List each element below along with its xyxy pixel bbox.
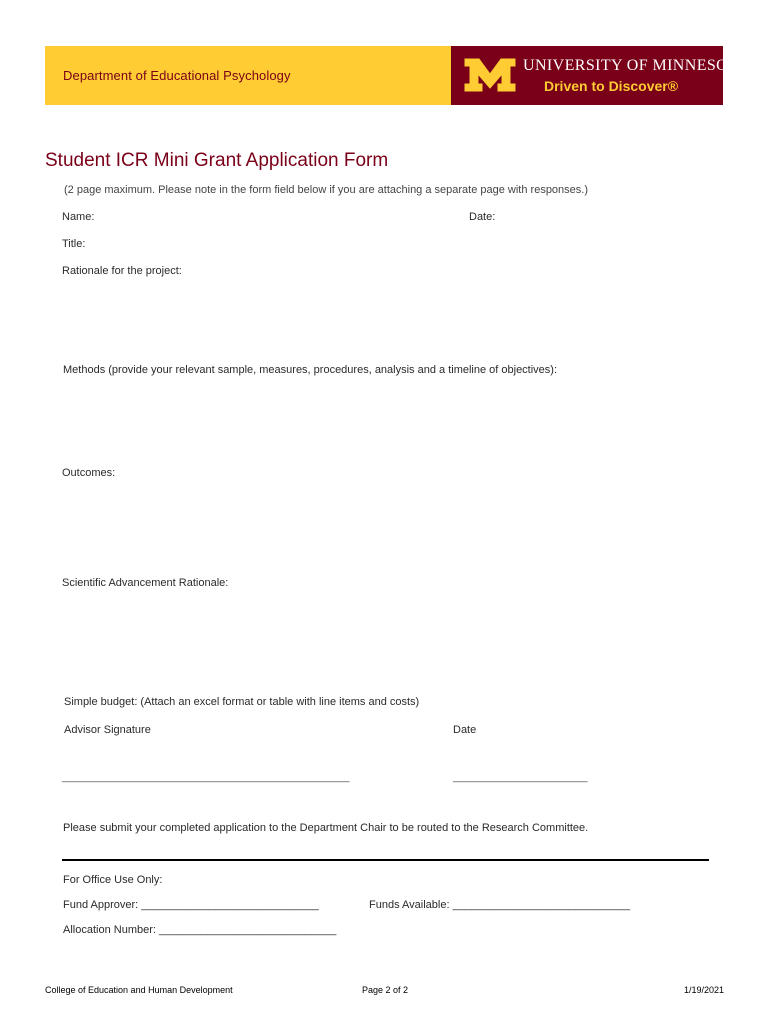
university-banner <box>451 46 749 105</box>
budget-label: Simple budget: (Attach an excel format or table with line items and costs) <box>64 696 420 708</box>
scientific-advancement-label: Scientific Advancement Rationale: <box>62 577 229 589</box>
footer-page-number: Page 2 of 2 <box>362 985 409 995</box>
signature-date-line: ______________________ <box>453 771 588 783</box>
fund-approver-field: Fund Approver: _____________________________ <box>63 899 319 911</box>
university-m-logo-icon <box>463 57 517 93</box>
office-use-heading: For Office Use Only: <box>63 874 163 886</box>
university-tagline: Driven to Discover® <box>544 78 679 94</box>
footer-date: 1/19/2021 <box>683 985 724 995</box>
allocation-number-field: Allocation Number: _____________________________ <box>63 924 337 936</box>
signature-date-label: Date <box>453 724 477 736</box>
department-name: Department of Educational Psychology <box>63 68 291 83</box>
department-banner <box>45 46 451 105</box>
footer-college: College of Education and Human Development <box>45 985 233 995</box>
advisor-signature-line: _______________________________________________ <box>62 771 350 783</box>
date-label: Date: <box>469 211 496 223</box>
title-label: Title: <box>62 238 86 250</box>
funds-available-field: Funds Available: _____________________________ <box>369 899 630 911</box>
submission-instructions: Please submit your completed application to the Department Chair to be routed to the Research Committee. <box>63 822 589 834</box>
methods-label: Methods (provide your relevant sample, measures, procedures, analysis and a timeline of objectives): <box>63 364 558 376</box>
university-name: UNIVERSITY OF MINNESOTA <box>523 57 749 74</box>
form-title: Student ICR Mini Grant Application Form <box>45 150 389 171</box>
rationale-label: Rationale for the project: <box>62 265 182 277</box>
name-label: Name: <box>62 211 95 223</box>
page-limit-note: (2 page maximum. Please note in the form field below if you are attaching a separate page with responses.) <box>64 184 589 196</box>
letterhead <box>45 46 749 105</box>
office-divider <box>62 859 709 861</box>
advisor-signature-label: Advisor Signature <box>64 724 151 736</box>
outcomes-label: Outcomes: <box>62 467 116 479</box>
